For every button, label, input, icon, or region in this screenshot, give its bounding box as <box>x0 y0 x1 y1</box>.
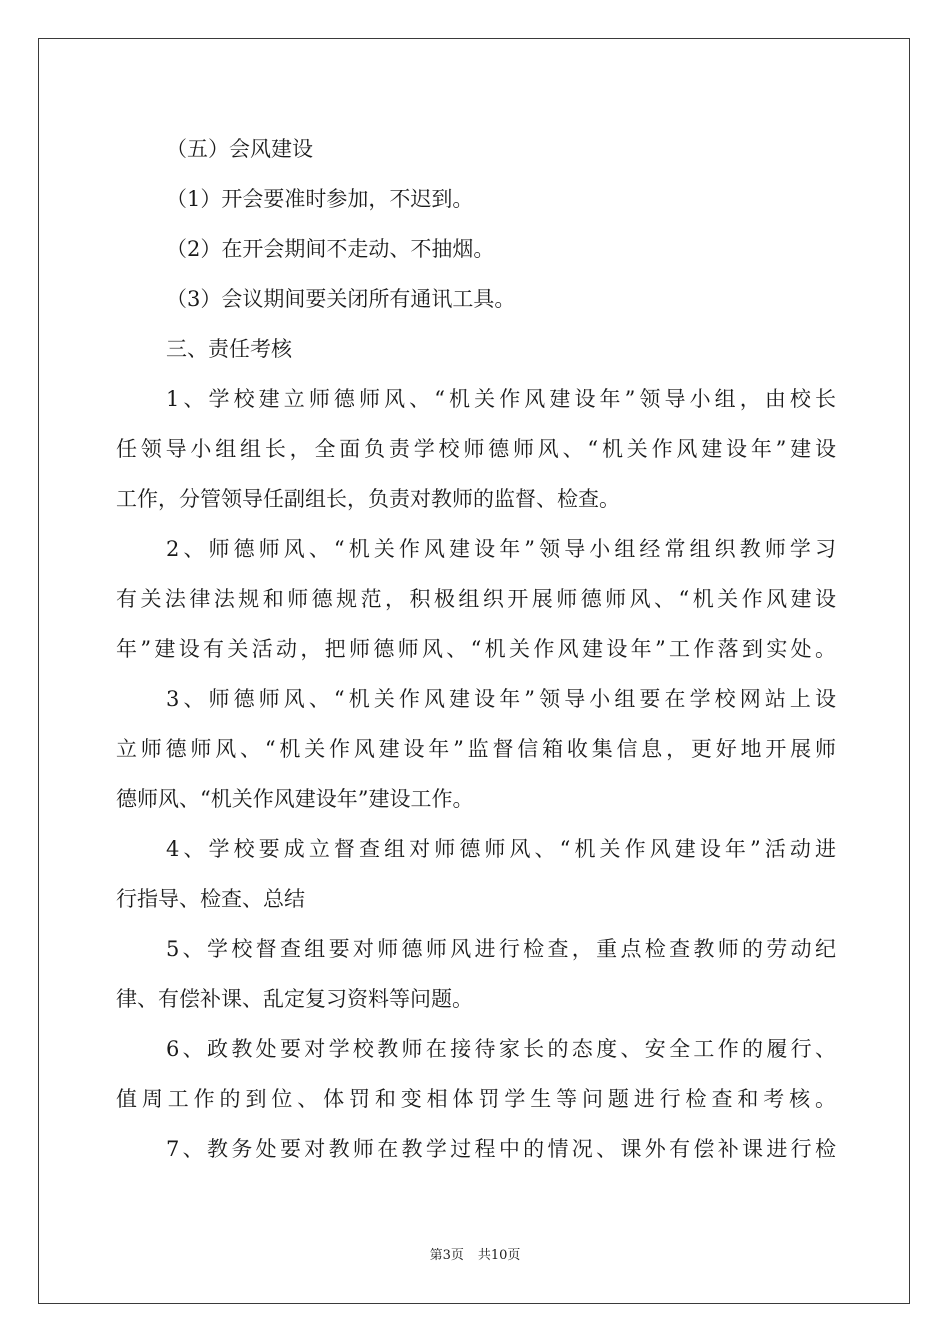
text-line: 4、学校要成立督查组对师德师风、“机关作风建设年”活动进 <box>166 837 836 861</box>
text-line: 3、师德师风、“机关作风建设年”领导小组要在学校网站上设 <box>166 687 836 711</box>
text-line: （2）在开会期间不走动、不抽烟。 <box>166 237 495 261</box>
text-line: 2、师德师风、“机关作风建设年”领导小组经常组织教师学习 <box>166 537 836 561</box>
page-footer <box>0 1244 950 1263</box>
page-number: 第3页 <box>429 1248 464 1263</box>
page-total: 共10页 <box>477 1248 521 1263</box>
text-line: （3）会议期间要关闭所有通讯工具。 <box>166 287 516 311</box>
text-line: 三、责任考核 <box>166 337 292 361</box>
text-line: 7、教务处要对教师在教学过程中的情况、课外有偿补课进行检 <box>166 1137 836 1161</box>
text-line: 律、有偿补课、乱定复习资料等问题。 <box>116 987 473 1011</box>
text-line: 有关法律法规和师德规范，积极组织开展师德师风、“机关作风建设 <box>116 587 836 611</box>
text-line: 值周工作的到位、体罚和变相体罚学生等问题进行检查和考核。 <box>116 1087 836 1111</box>
document-body <box>116 124 836 1174</box>
text-line: （1）开会要准时参加，不迟到。 <box>166 187 474 211</box>
text-line: 德师风、“机关作风建设年”建设工作。 <box>116 787 474 811</box>
text-line: 6、政教处要对学校教师在接待家长的态度、安全工作的履行、 <box>166 1037 836 1061</box>
text-line: （五）会风建设 <box>166 137 313 161</box>
text-line: 5、学校督查组要对师德师风进行检查，重点检查教师的劳动纪 <box>166 937 836 961</box>
text-line: 年”建设有关活动，把师德师风、“机关作风建设年”工作落到实处。 <box>116 637 836 661</box>
text-line: 任领导小组组长，全面负责学校师德师风、“机关作风建设年”建设 <box>116 437 836 461</box>
text-line: 行指导、检查、总结 <box>116 887 305 911</box>
text-line: 立师德师风、“机关作风建设年”监督信箱收集信息，更好地开展师 <box>116 737 836 761</box>
text-line: 1、学校建立师德师风、“机关作风建设年”领导小组，由校长 <box>166 387 836 411</box>
text-line: 工作，分管领导任副组长，负责对教师的监督、检查。 <box>116 487 620 511</box>
